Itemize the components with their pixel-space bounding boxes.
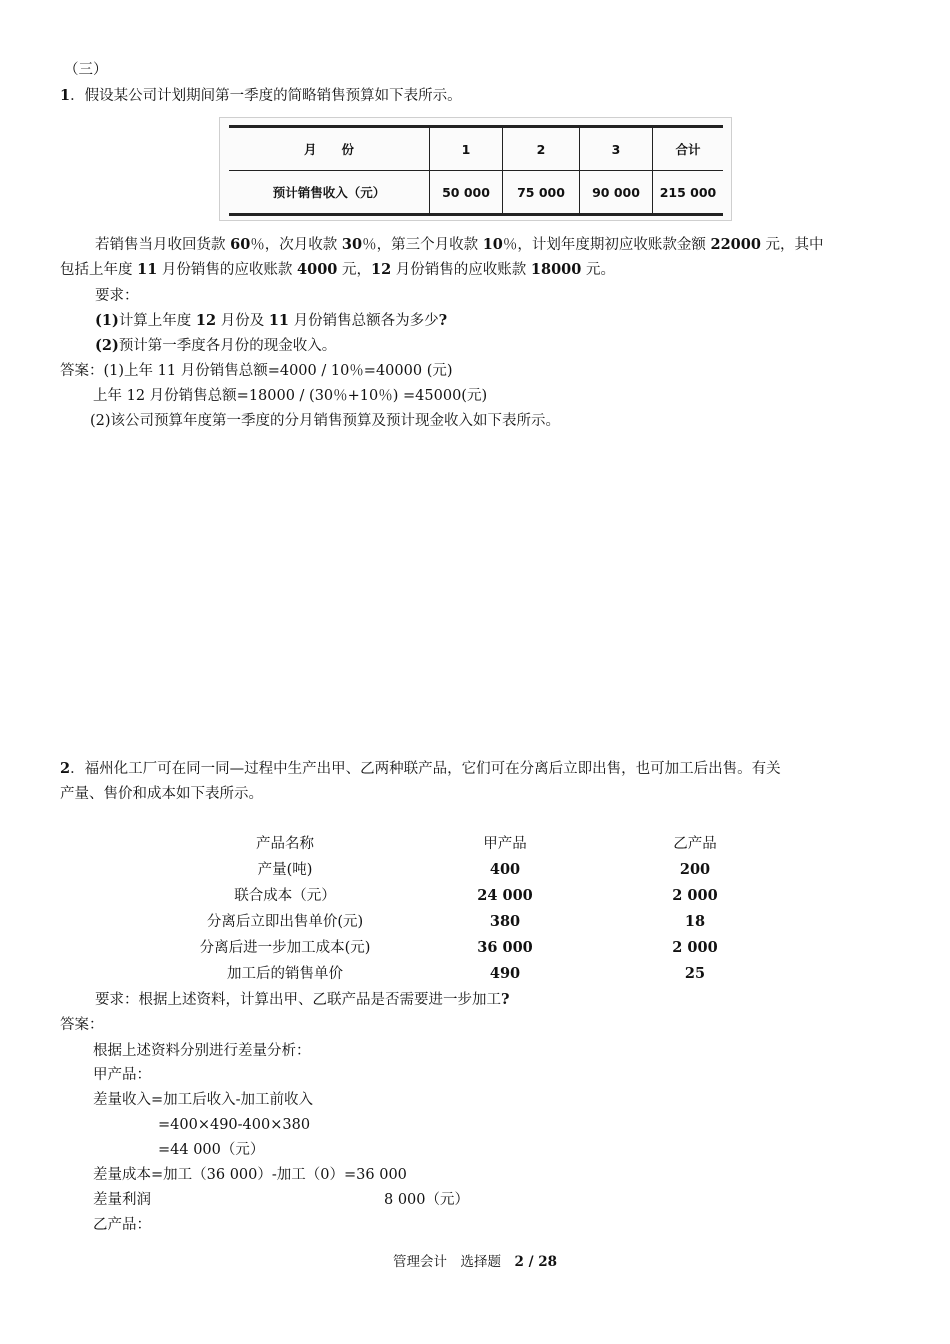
row-label: 联合成本（元） — [234, 888, 336, 904]
req-num: 12 — [195, 312, 217, 329]
page-number: 2 — [514, 1254, 524, 1270]
req-text: 要求：根据上述资料，计算出甲、乙联产品是否需要进一步加工 — [95, 992, 501, 1008]
req-num: (1) — [95, 312, 119, 329]
header-total: 合计 — [653, 127, 724, 171]
row-label: 分离后进一步加工成本(元) — [199, 940, 371, 956]
row-value-a: 400 — [489, 861, 521, 878]
para-num: 30 — [341, 236, 363, 253]
para-num: 10 — [482, 236, 503, 253]
sales-budget-table-image — [219, 117, 732, 221]
q1-req2 — [95, 337, 336, 355]
value-m3: 90 000 — [580, 171, 653, 215]
q1-answer1: 答案：(1)上年 11 月份销售总额=4000 / 10％=40000 (元) — [60, 363, 453, 379]
page-total: 28 — [538, 1254, 558, 1270]
footer-text: 管理会计 选择题 — [392, 1254, 515, 1270]
req-text: 预计第一季度各月份的现金收入。 — [118, 338, 337, 354]
q1-req-label: 要求： — [95, 288, 139, 304]
q2-line: 甲产品： — [93, 1067, 151, 1083]
q2-answer-label: 答案： — [60, 1017, 104, 1033]
page-separator: / — [523, 1254, 539, 1270]
q2-requirement — [95, 991, 510, 1009]
q1-title-text: ．假设某公司计划期间第一季度的简略销售预算如下表所示。 — [70, 88, 462, 104]
row-value-b: 2 000 — [672, 887, 718, 904]
para-text: ％，计划年度期初应收账款金额 — [502, 237, 711, 253]
para-num: 4000 — [297, 261, 338, 278]
sales-budget-table — [229, 125, 723, 216]
value-m1: 50 000 — [430, 171, 503, 215]
q2-line: =44 000（元） — [158, 1142, 265, 1158]
value-total: 215 000 — [653, 171, 724, 215]
header-1: 1 — [430, 127, 503, 171]
req-q: ? — [501, 991, 510, 1008]
para-text: 元， — [337, 262, 371, 278]
q1-number: 1 — [60, 87, 71, 104]
para-text: ％，次月收款 — [250, 237, 342, 253]
row-label: 分离后立即出售单价(元) — [206, 914, 364, 930]
table-row — [229, 171, 723, 215]
row-value-a: 490 — [489, 965, 521, 982]
para-text: 月份销售的应收账款 — [391, 262, 531, 278]
q2-title-text: ．福州化工厂可在同一同—过程中生产出甲、乙两种联产品，它们可在分离后立即出售，也可加工后出售。有关 — [70, 761, 781, 777]
req-num: (2) — [95, 337, 119, 354]
q2-line: 根据上述资料分别进行差量分析： — [93, 1043, 311, 1059]
row-value-a: 24 000 — [477, 887, 533, 904]
para-text: 若销售当月收回货款 — [95, 237, 231, 253]
req-text: 月份及 — [216, 313, 269, 329]
row-value-b: 18 — [684, 913, 706, 930]
row-value-b: 25 — [684, 965, 706, 982]
row-label: 预计销售收入（元） — [229, 171, 430, 215]
para-text: 包括上年度 — [60, 262, 138, 278]
header-month: 月 份 — [229, 127, 430, 171]
q2-line: 差量利润 — [93, 1192, 151, 1208]
para-text: 元。 — [581, 262, 615, 278]
para-num: 60 — [230, 236, 251, 253]
q2-line: 差量成本=加工（36 000）-加工（0）=36 000 — [93, 1167, 407, 1183]
product-header-a: 甲产品 — [483, 836, 527, 852]
para-num: 22000 — [710, 236, 761, 253]
q1-para-line2 — [60, 261, 615, 279]
row-label: 产量(吨) — [257, 862, 313, 878]
q2-number: 2 — [60, 760, 71, 777]
table-header-row — [229, 127, 723, 171]
req-num: 11 — [268, 312, 290, 329]
page-footer — [0, 1250, 950, 1270]
q2-line-value: 8 000（元） — [384, 1192, 470, 1208]
req-text: 计算上年度 — [118, 313, 196, 329]
q1-answer2: 上年 12 月份销售总额=18000 / (30％+10％) =45000(元) — [93, 388, 488, 404]
q2-line: =400×490-400×380 — [158, 1117, 311, 1133]
q2-title — [60, 760, 781, 778]
q1-answer3: (2)该公司预算年度第一季度的分月销售预算及预计现金收入如下表所示。 — [90, 413, 561, 429]
row-label: 加工后的销售单价 — [227, 966, 343, 982]
q1-para-line1 — [95, 236, 824, 254]
row-value-b: 200 — [679, 861, 711, 878]
req-text: 月份销售总额各为多少 — [289, 313, 439, 329]
section-marker: （三） — [64, 62, 108, 78]
para-text: ％，第三个月收款 — [362, 237, 483, 253]
para-num: 12 — [370, 261, 392, 278]
header-2: 2 — [503, 127, 580, 171]
product-header-b: 乙产品 — [673, 836, 717, 852]
q2-line: 差量收入=加工后收入-加工前收入 — [93, 1092, 314, 1108]
para-text: 月份销售的应收账款 — [157, 262, 298, 278]
q1-req1 — [95, 312, 447, 330]
para-text: 元，其中 — [760, 237, 824, 253]
q1-title — [60, 87, 462, 105]
para-num: 11 — [137, 261, 158, 278]
q2-title-line2: 产量、售价和成本如下表所示。 — [60, 786, 263, 802]
product-header-name: 产品名称 — [256, 836, 314, 852]
row-value-b: 2 000 — [672, 939, 718, 956]
row-value-a: 380 — [489, 913, 521, 930]
header-3: 3 — [580, 127, 653, 171]
req-q: ? — [438, 312, 448, 329]
row-value-a: 36 000 — [477, 939, 533, 956]
para-num: 18000 — [530, 261, 582, 278]
value-m2: 75 000 — [503, 171, 580, 215]
q2-line: 乙产品： — [93, 1217, 151, 1233]
